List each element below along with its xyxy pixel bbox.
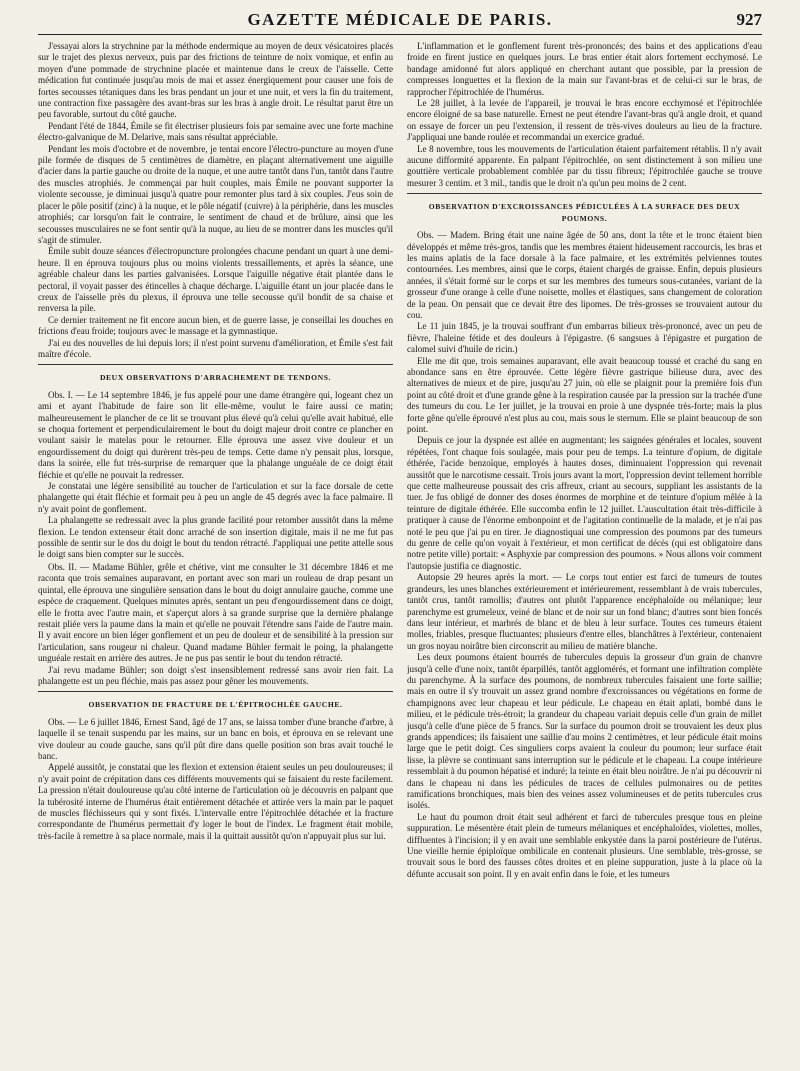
paragraph: Obs. I. — Le 14 septembre 1846, je fus appelé pour une dame étrangère qui, logeant chez un ami et ayant l'habitude de faire son lit elle-même, voulut le faire aussi ce matin; malheureusement le plancher de ce lit se trouvant plus élevé qu'à celui qu'elle avait habitué, elle se choqua fortement et perpendiculairement le bout du doigt majeur droit contre ce plancher en voulant saisir le matelas pour le retourner. Elle éprouva une assez vive douleur et un engourdissement du doigt qui durèrent très-peu de temps. Cette dame n'y pensait plus, lorsque, dans la soirée, elle fut très-surprise de remarquer que la phalange unguéale de ce doigt était fléchie et qu'elle ne pouvait la redresser. [38,389,393,480]
paragraph: Le 8 novembre, tous les mouvements de l'articulation étaient parfaitement rétablis. Il n'y avait aucune difformité apparente. En palpant l'épitrochlée, on sent distinctement à son milieu une gouttière verticale probablement comblée par du tissu fibreux; l'épitrochlée gauche se trouve mesurer 3 centim. et 3 mil., tandis que le droit n'a qu'un peu moins de 2 cent. [407,144,762,195]
paragraph: Obs. II. — Madame Bühler, grêle et chétive, vint me consulter le 31 décembre 1846 et me raconta que trois semaines auparavant, en portant avec son mari un rouleau de drap pesant un quintal, elle éprouva une singulière sensation dans le bout du doigt annulaire gauche, comme une espèce de craquement. Quelques minutes après, sentant un peu d'engourdissement dans ce doigt, elle le frotta avec l'autre main, et s'aperçut alors à sa grande surprise que la dernière phalange restait pliée vers la paume dans la main et qu'elle ne pouvait l'étendre sans l'aide de l'autre main. Il y avait encore un bien léger gonflement et un peu de douleur et de sensibilité à la pression sur l'articulation, sans rougeur ni chaleur. Quand madame Bühler fermait le poing, la phalangette unguéale restait en arrière des autres. Je ne pus pas sentir le bout du tendon rétracté. [38,561,393,664]
journal-title: GAZETTE MÉDICALE DE PARIS. [247,10,553,29]
paragraph: Appelé aussitôt, je constatai que les flexion et extension étaient seules un peu douloureuses; il n'y avait point de crépitation dans ces différents mouvements qui se faisaient du reste facilement. La pression n'était douloureuse qu'au côté interne de l'articulation où je découvris en palpant que la tubérosité interne de l'humérus était entièrement détachée et attirée vers la main par le paquet de muscles fléchisseurs qui y sont fixés. L'intervalle entre l'épitrochlée détachée et la fracture correspondante de l'humérus permettait d'y loger le bout de l'index. Le fragment était mobile, très-facile à remettre à sa place normale, mais il la quittait aussitôt qu'on n'appuyait plus sur lui. [38,762,393,841]
paragraph: Obs. — Madem. Bring était une naine âgée de 50 ans, dont la tête et le tronc étaient bien développés et même très-gros, tandis que les membres étaient hideusement raccourcis, les bras et les mains aplatis de la face dorsale à la face palmaire, et les extrémités pelviennes toutes contournées. Les membres, ainsi que le corps, étaient chargés de graisse. Enfin, depuis plusieurs années, il s'était formé sur le corps et sur les membres des tumeurs sous-cutanées, variant de la grosseur d'une orange à celle d'une noisette, molles et élastiques, sans changement de coloration de la peau. On pensait que ce devait être des lipomes. De très-grosses se trouvaient autour du cou. [407,230,762,320]
section-heading-text: OBSERVATION D'EXCROISSANCES PÉDICULÉES À LA SURFACE DES DEUX POUMONS. [428,202,741,223]
paragraph: L'inflammation et le gonflement furent très-prononcés; des bains et des applications d'eau froide en firent justice en quelques jours. Le bras entier était alors fortement ecchymosé. Le bandage amidonné fut alors appliqué en cherchant autant que possible, par la pression de compresses longuettes et la flexion de la main sur l'avant-bras et de celui-ci sur le bras, de rapprocher l'épitrochlée de l'humérus. [407,41,762,97]
section-heading [38,372,393,383]
paragraph: La phalangette se redressait avec la plus grande facilité pour retomber aussitôt dans la même flexion. Le tendon extenseur était donc arraché de son insertion digitale, mais il ne me fut pas possible de sentir sur le dos du doigt le bout du tendon rétracté. J'appliquai une petite attelle sous le doigt sans bien compter sur le succès. [38,515,393,560]
page-number: 927 [736,10,762,29]
paragraph: Pendant les mois d'octobre et de novembre, je tentai encore l'électro-puncture au moyen d'une pile formée de disques de 5 centimètres de diamètre, en plaçant alternativement une aiguille d'acier dans la partie gauche ou droite de la nuque, et une autre tantôt dans l'un, tantôt dans l'autre des muscles atrophiés. Je commençai par huit couples, mais Émile ne pouvant supporter la violente secousse, je diminuai jusqu'à quatre pour remonter plus tard à six couples. J'eus soin de placer le pôle positif (zinc) à la nuque, et le pôle négatif (cuivre) à la périphérie, dans les muscles atrophiés; car lorsqu'on fait le contraire, le sentiment de chaud et de brûlure, ainsi que les secousses musculaires ne se font sentir qu'à la nuque, au lieu de se montrer dans les muscles qu'il s'agit de stimuler. [38,143,393,245]
paragraph: Autopsie 29 heures après la mort. — Le corps tout entier est farci de tumeurs de toutes grandeurs, les unes blanches extérieurement et intérieurement, ressemblant à de vrais tubercules, tantôt crus, tantôt ramollis; d'autres ont plutôt l'apparence encéphaloïde ou mélanique; leur parenchyme est grumeleux, veiné de blanc et de noir sur un fond blanc; d'autres sont bien foncés dans leur intérieur, et marbrés de blanc et de bleu à leur surface. Toutes ces tumeurs étaient molles, friables, presque fluctuantes; plusieurs d'entre elles, blanchâtres à l'extérieur, contenaient un gros noyau noirâtre bien circonscrit au milieu de matière blanche. [407,572,762,651]
right-column [407,41,762,1063]
paragraph: Depuis ce jour la dyspnée est allée en augmentant; les saignées générales et locales, souvent répétées, l'ont chaque fois soulagée, mais pour peu de temps. La teinture d'opium, de digitale éthérée, l'acide benzoïque, employés à hautes doses, diminuaient l'oppression qui revenait aussitôt que le narcotisme cessait. Trois jours avant la mort, l'oppression devint tellement horrible que cette malheureuse poussait des cris affreux, criant au secours, suppliant les assistants de la tuer. Je fus obligé de donner des doses énormes de morphine et de teinture d'opium mêlée à la teinture de digitale éthérée. Elle succomba enfin le 12 juillet. L'auscultation était très-difficile à pratiquer à cause de l'énorme embonpoint et de l'agitation continuelle de la malade, et je n'ai pas noté le peu que j'ai pu en tirer. Je diagnostiquai une compression des poumons par des tumeurs du genre de celle qu'on voyait à l'extérieur, et mon certificat de décès (qui est obligatoire dans notre petite ville) portait: « Asphyxie par compression des poumons. » Nous allons voir comment l'autopsie justifia ce diagnostic. [407,435,762,571]
paragraph: Le haut du poumon droit était seul adhérent et farci de tubercules presque tous en pleine suppuration. Le mésentère était plein de tumeurs mélaniques et encéphaloïdes, violettes, molles, diffluentes à l'incision; il y en avait une semblable enkystée dans la paroi postérieure de l'utérus. Une vieille hernie épiploïque ombilicale en contenait plusieurs. Une semblable, très-grosse, se trouvait sous le bord des fausses côtes droites et en pleine suppuration, juste à la place où la défunte accusait son point. Il y en avait enfin dans le foie, et les tumeurs [407,811,762,879]
paragraph: Émile subit douze séances d'électropuncture prolongées chacune pendant un quart à une demi-heure. Il en éprouva toujours plus ou moins violents tressaillements, et après la séance, une agréable chaleur dans les parties galvanisées. Lorsque l'aiguille négative était plantée dans le pectoral, il voyait passer des étincelles à chaque décharge. L'aiguille étant un jour placée dans le creux de l'aisselle près du plexus, il éprouva une telle secousse qu'il bondit de sa chaise et renversa la pile. [38,246,393,314]
paragraph: J'essayai alors la strychnine par la méthode endermique au moyen de deux vésicatoires placés sur le trajet des plexus nerveux, puis par des frictions de teinture de noix vomique, et enfin au moyen d'une pommade de strychnine placée et maintenue dans le creux de l'aisselle. Cette médication fut continuée jusqu'au mois de mai et assez énergiquement pour causer une fois de fortes secousses tétaniques dans les bras pendant un jour et une nuit, et vers la fin du traitement, une contraction fixe passagère des avant-bras sur les bras à angle droit. Le résultat parut être un peu favorable, surtout du côté gauche. [38,41,393,120]
paragraph: J'ai revu madame Bühler; son doigt s'est insensiblement redressé sans avoir rien fait. La phalangette est un peu fléchie, mais pas assez pour gêner les mouvements. [38,665,393,693]
section-heading [38,699,393,710]
section-heading-text: DEUX OBSERVATIONS D'ARRACHEMENT DE TENDONS. [99,373,332,383]
section-heading-text: OBSERVATION DE FRACTURE DE L'ÉPITROCHLÉE GAUCHE. [88,700,343,710]
paragraph: Elle me dit que, trois semaines auparavant, elle avait beaucoup toussé et craché du sang en abondance sans en être éprouvée. Cette légère fièvre gastrique bilieuse dura, avec des alternatives de mieux et de pire, jusqu'au 27 juin, où elle se plaignit pour la première fois d'un point au côté droit et d'une grande gêne à la respiration causée par la pression sur la trachée d'une des tumeurs du cou. Le 1er juillet, je la trouvai en proie à une dyspnée très-forte; mais la plus forte gêne qu'elle éprouvé n'est plus au cou, mais sous le sternum. Elle se plaint beaucoup de son point. [407,355,762,434]
running-header [38,8,762,35]
paragraph: Je constatai une légère sensibilité au toucher de l'articulation et sur la face dorsale de cette phalangette qui était fléchie et formait peu à peu un angle de 45 degrés avec la face palmaire. Il n'y avait point de gonflement. [38,481,393,514]
paragraph: Le 28 juillet, à la levée de l'appareil, je trouvai le bras encore ecchymosé et l'épitrochlée encore éloigné de sa base naturelle. Ernest ne peut étendre l'avant-bras qu'à angle droit, et quand on essaye de forcer un peu l'extension, il ressent de très-vives douleurs au lieu de la fracture. J'appliquai une bande roulée et recommandai un exercice gradué. [407,98,762,143]
paragraph: Le 11 juin 1845, je la trouvai souffrant d'un embarras bilieux très-prononcé, avec un peu de fièvre, l'haleine fétide et des douleurs à l'épigastre. (6 sangsues à l'épigastre et purgation de calomel suivi d'huile de ricin.) [407,321,762,355]
paragraph: Ce dernier traitement ne fit encore aucun bien, et de guerre lasse, je conseillai les douches en frictions d'eau froide; toujours avec le massage et la gymnastique. [38,314,393,337]
paragraph: Les deux poumons étaient bourrés de tubercules depuis la grosseur d'un grain de chanvre jusqu'à celle d'une noix, tantôt éparpillés, tantôt agglomérés, et formant une infiltration complète du parenchyme. À la surface des poumons, de nombreux tubercules faisaient une forte saillie; mais en outre il s'y trouvait un assez grand nombre d'excroissances ou végétations en forme de champignons avec leur chapeau et leur pédicule. Le chapeau en était aplati, bombé dans le milieu, et le pédicule très-étroit; la grandeur du chapeau variait depuis celle d'un grain de millet jusqu'à celle d'une pièce de 5 francs. Sur la surface du poumon droit se trouvaient les deux plus grands appendices; ils faisaient une saillie d'au moins 2 centimètres, et leur pédicule était moins large que le petit doigt. Ces singuliers corps avaient la couleur du poumon; leur surface était lisse, la plèvre se continuant sans interruption sur le pédicule et le chapeau. La coupe intérieure ressemblait à du poumon hépatisé et induré; la teinte en était bleu noirâtre. Je n'ai pu découvrir ni dans le chapeau ni dans les pédicules de traces de cellules pulmonaires ou de petites ramifications bronchiques, mais bien des veines assez volumineuses et de petits tubercules crus isolés. [407,652,762,811]
two-column-body [38,41,762,1063]
paragraph: Pendant l'été de 1844, Émile se fit électriser plusieurs fois par semaine avec une forte machine électro-galvanique de M. Delarive, mais sans résultat appréciable. [38,120,393,143]
section-heading [407,201,762,224]
paragraph: J'ai eu des nouvelles de lui depuis lors; il n'est point survenu d'amélioration, et Émile s'est fait maître d'école. [38,338,393,366]
paragraph: Obs. — Le 6 juillet 1846, Ernest Sand, âgé de 17 ans, se laissa tomber d'une branche d'arbre, à laquelle il se tenait suspendu par les mains, sur un banc en bois, et éprouva en se relevant une vive douleur au coude gauche, sans qu'il pût dire dans quelle position son bras avait touché le banc. [38,716,393,761]
left-column [38,41,393,1063]
